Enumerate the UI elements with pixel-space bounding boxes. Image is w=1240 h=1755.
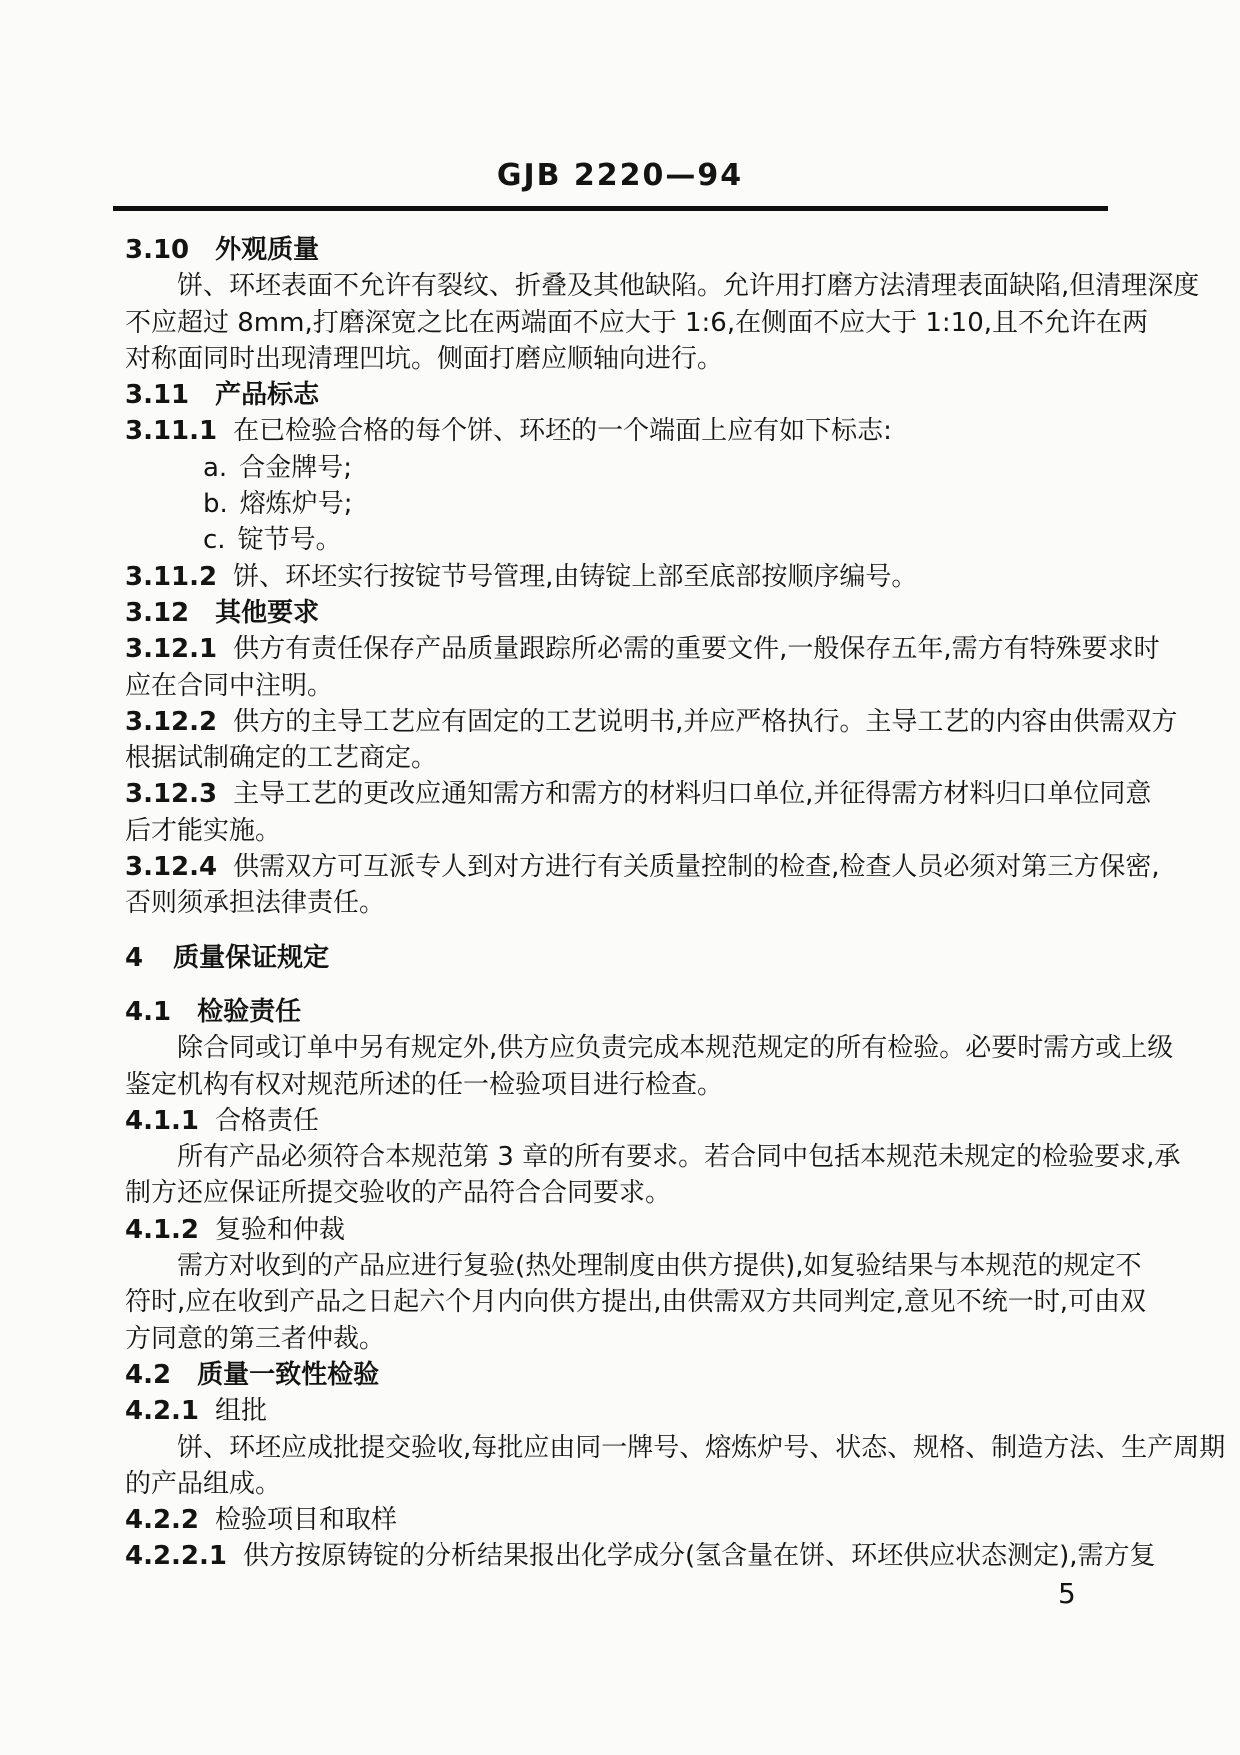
document-line [0,849,1240,885]
section-heading-line [0,940,1240,976]
clause-number: 3.10 [125,235,190,265]
line-text: 熔炼炉号; [239,489,353,520]
page-number: 5 [1058,1577,1076,1610]
line-text: 的产品组成。 [125,1468,282,1499]
line-text: 制方还应保证所提交验收的产品符合合同要求。 [125,1178,672,1209]
document-line [0,305,1240,341]
document-line [0,704,1240,740]
document-line [0,1103,1240,1139]
clause-number: 4.2.2 [125,1505,200,1536]
line-text: 不应超过 8mm,打磨深宽之比在两端面不应大于 1:6,在侧面不应大于 1:10,且不允许在两 [125,307,1149,338]
clause-number: 3.11 [125,380,190,411]
line-text: 饼、环坯表面不允许有裂纹、折叠及其他缺陷。允许用打磨方法清理表面缺陷,但清理深度 [177,271,1200,302]
document-line [0,1067,1240,1103]
document-line [0,1284,1240,1320]
line-text: 对称面同时出现清理凹坑。侧面打磨应顺轴向进行。 [125,343,724,374]
document-line [0,341,1240,377]
line-text: 饼、环坯应成批提交验收,每批应由同一牌号、熔炼炉号、状态、规格、制造方法、生产周期 [177,1432,1226,1463]
document-line [0,450,1240,486]
clause-number: 4.2.2.1 [125,1541,227,1572]
header-rule [113,206,1108,211]
standard-number: GJB 2220—94 [496,158,744,193]
document-line [0,631,1240,667]
document-line [0,885,1240,921]
line-text: 外观质量 [215,235,320,265]
clause-number: 4.1.1 [125,1105,200,1136]
line-text: 后才能实施。 [125,815,282,846]
line-text: 主导工艺的更改应通知需方和需方的材料归口单位,并征得需方材料归口单位同意 [233,779,1152,810]
line-text: 需方对收到的产品应进行复验(热处理制度由供方提供),如复验结果与本规范的规定不 [177,1251,1142,1282]
line-text: 质量一致性检验 [197,1359,380,1390]
section-heading-line [0,377,1240,413]
line-text: 组批 [215,1396,268,1427]
document-line [0,1502,1240,1538]
clause-number: 3.11.1 [125,416,218,447]
clause-number: 3.11.2 [125,561,218,592]
clause-number: 3.12 [125,597,190,628]
clause-number: 4 [125,942,144,973]
line-text: 检验责任 [197,996,302,1027]
clause-number: b. [203,489,228,520]
document-body [0,232,1240,1575]
line-text: 复验和仲裁 [215,1214,346,1245]
clause-number: 3.12.4 [125,852,218,883]
line-text: 检验项目和取样 [215,1505,398,1536]
document-line [0,1030,1240,1066]
document-line [0,1248,1240,1284]
line-text: 产品标志 [215,380,320,411]
document-line [0,268,1240,304]
line-text: 供需双方可互派专人到对方进行有关质量控制的检查,检查人员必须对第三方保密, [233,852,1160,883]
clause-number: 3.12.2 [125,706,218,737]
line-text: 合格责任 [215,1105,320,1136]
document-line [0,1212,1240,1248]
document-line [0,1466,1240,1502]
line-text: 饼、环坯实行按锭节号管理,由铸锭上部至底部按顺序编号。 [233,561,918,592]
line-text: 否则须承担法律责任。 [125,888,386,919]
line-text: 方同意的第三者仲裁。 [125,1323,386,1354]
document-line [0,486,1240,522]
document-line [0,413,1240,449]
line-text: 应在合同中注明。 [125,670,334,701]
clause-number: c. [203,525,226,556]
document-line [0,1139,1240,1175]
line-text: 根据试制确定的工艺商定。 [125,743,438,774]
document-line [0,522,1240,558]
clause-number: a. [203,452,228,483]
section-heading-line [0,1357,1240,1393]
document-line [0,1393,1240,1429]
document-line [0,1538,1240,1574]
document-line [0,1321,1240,1357]
section-heading-line [0,595,1240,631]
document-line [0,813,1240,849]
clause-number: 3.12.1 [125,634,218,665]
line-text: 供方的主导工艺应有固定的工艺说明书,并应严格执行。主导工艺的内容由供需双方 [233,706,1178,737]
document-line [0,668,1240,704]
line-text: 鉴定机构有权对规范所述的任一检验项目进行检查。 [125,1069,724,1100]
line-text: 符时,应在收到产品之日起六个月内向供方提出,由供需双方共同判定,意见不统一时,可由双 [125,1287,1147,1318]
clause-number: 3.12.3 [125,779,218,810]
clause-number: 4.2 [125,1359,172,1390]
clause-number: 4.1 [125,996,172,1027]
line-text: 在已检验合格的每个饼、环坯的一个端面上应有如下标志: [233,416,892,447]
document-line [0,776,1240,812]
document-line [0,1430,1240,1466]
document-line [0,740,1240,776]
line-text: 供方有责任保存产品质量跟踪所必需的重要文件,一般保存五年,需方有特殊要求时 [233,634,1160,665]
line-text: 除合同或订单中另有规定外,供方应负责完成本规范规定的所有检验。必要时需方或上级 [177,1033,1174,1064]
section-heading-line [0,232,1240,268]
clause-number: 4.2.1 [125,1396,200,1427]
line-text: 供方按原铸锭的分析结果报出化学成分(氢含量在饼、环坯供应状态测定),需方复 [243,1541,1156,1572]
line-text: 合金牌号; [239,452,352,483]
document-line [0,1175,1240,1211]
section-heading-line [0,994,1240,1030]
clause-number: 4.1.2 [125,1214,200,1245]
line-text: 所有产品必须符合本规范第 3 章的所有要求。若合同中包括本规范未规定的检验要求,承 [177,1142,1181,1173]
line-text: 质量保证规定 [173,942,330,973]
document-line [0,559,1240,595]
line-text: 锭节号。 [237,525,342,556]
line-text: 其他要求 [215,597,320,628]
